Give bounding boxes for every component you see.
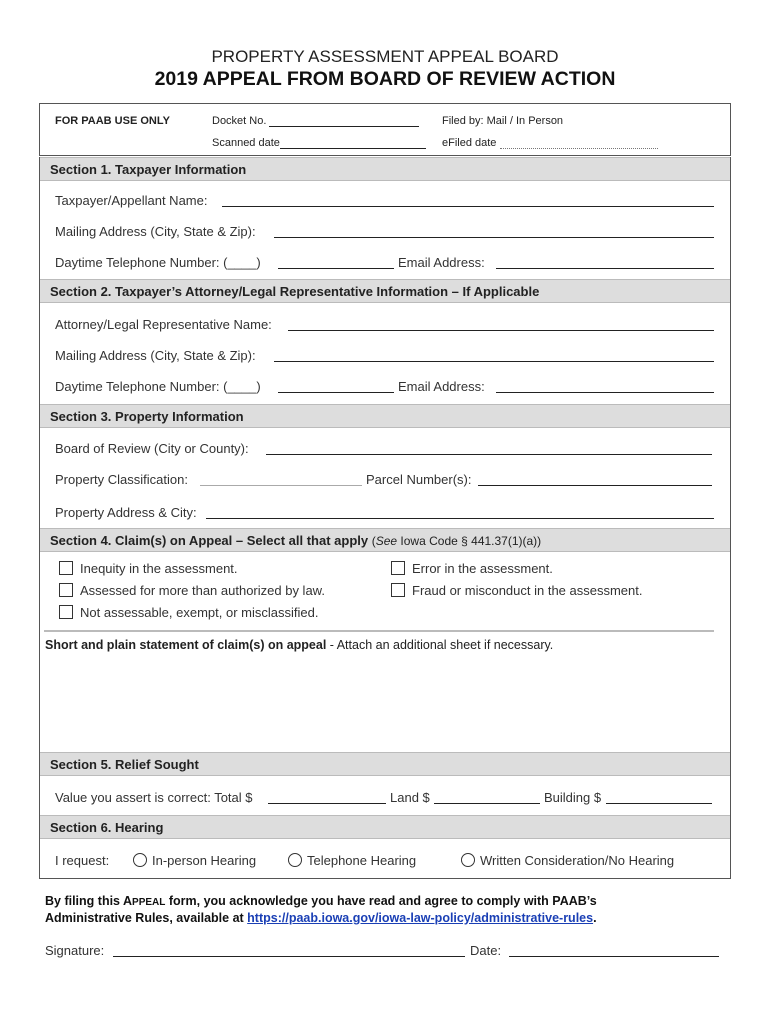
filed-by-label: Filed by: Mail / In Person	[442, 115, 564, 127]
radio-icon[interactable]	[288, 853, 302, 867]
checkbox-icon[interactable]	[59, 605, 73, 619]
statement-divider	[44, 630, 714, 632]
parcel-number-field[interactable]	[478, 485, 712, 486]
taxpayer-phone-field[interactable]	[278, 268, 394, 269]
attorney-name-label: Attorney/Legal Representative Name:	[55, 317, 272, 332]
attorney-address-field[interactable]	[274, 361, 714, 362]
property-address-label: Property Address & City:	[55, 505, 197, 520]
section4-code-ref: (See Iowa Code § 441.37(1)(a))	[371, 534, 542, 548]
attorney-address-label: Mailing Address (City, State & Zip):	[55, 348, 256, 363]
parcel-number-label: Parcel Number(s):	[366, 472, 472, 487]
land-value-field[interactable]	[434, 803, 540, 804]
building-value-field[interactable]	[606, 803, 712, 804]
claim-fraud[interactable]: Fraud or misconduct in the assessment.	[391, 583, 643, 598]
date-field[interactable]	[509, 956, 719, 957]
attorney-name-field[interactable]	[288, 330, 714, 331]
claim-inequity[interactable]: Inequity in the assessment.	[59, 561, 238, 576]
efiled-date-line	[500, 138, 658, 149]
board-of-review-field[interactable]	[266, 454, 712, 455]
property-address-field[interactable]	[206, 518, 714, 519]
checkbox-icon[interactable]	[59, 561, 73, 575]
taxpayer-address-label: Mailing Address (City, State & Zip):	[55, 224, 256, 239]
taxpayer-address-field[interactable]	[274, 237, 714, 238]
attorney-email-label: Email Address:	[398, 379, 485, 394]
taxpayer-email-field[interactable]	[496, 268, 714, 269]
claim-over-authorized[interactable]: Assessed for more than authorized by law.	[59, 583, 325, 598]
hearing-written-option[interactable]: Written Consideration/No Hearing	[461, 853, 674, 868]
radio-icon[interactable]	[461, 853, 475, 867]
office-use-label: FOR PAAB USE ONLY	[55, 115, 170, 127]
agency-title: PROPERTY ASSESSMENT APPEAL BOARD	[211, 47, 559, 66]
taxpayer-phone-label: Daytime Telephone Number: (____)	[55, 255, 261, 270]
signature-field[interactable]	[113, 956, 465, 957]
scanned-date-label: Scanned date	[212, 137, 426, 149]
attorney-email-field[interactable]	[496, 392, 714, 393]
statement-textarea[interactable]	[45, 660, 725, 748]
date-label: Date:	[470, 943, 502, 958]
checkbox-icon[interactable]	[59, 583, 73, 597]
section3-header: Section 3. Property Information	[40, 404, 730, 428]
rules-link[interactable]: https://paab.iowa.gov/iowa-law-policy/administrative-rules	[247, 911, 594, 925]
property-classification-field[interactable]	[200, 485, 362, 486]
statement-label: Short and plain statement of claim(s) on appeal - Attach an additional sheet if necessary.	[45, 638, 554, 652]
section1-header: Section 1. Taxpayer Information	[40, 157, 730, 181]
section2-header: Section 2. Taxpayer’s Attorney/Legal Representative Information – If Applicable	[40, 279, 730, 303]
land-value-label: Land $	[390, 790, 430, 805]
docket-label: Docket No.	[212, 115, 419, 127]
signature-label: Signature:	[45, 943, 105, 958]
section4-header	[40, 528, 730, 552]
building-value-label: Building $	[544, 790, 602, 805]
efiled-date-label: eFiled date	[442, 137, 658, 149]
radio-icon[interactable]	[133, 853, 147, 867]
request-label: I request:	[55, 853, 110, 868]
hearing-in-person-option[interactable]: In-person Hearing	[133, 853, 256, 868]
claim-error[interactable]: Error in the assessment.	[391, 561, 553, 576]
taxpayer-name-field[interactable]	[222, 206, 714, 207]
hearing-telephone-option[interactable]: Telephone Hearing	[288, 853, 416, 868]
section4-title: Section 4. Claim(s) on Appeal – Select all that apply	[50, 533, 369, 548]
section5-header: Section 5. Relief Sought	[40, 752, 730, 776]
acknowledgement-line2: Administrative Rules, available at https://paab.iowa.gov/iowa-law-policy/administrative-rules.	[45, 911, 597, 925]
total-value-label: Value you assert is correct: Total $	[55, 790, 253, 805]
taxpayer-name-label: Taxpayer/Appellant Name:	[55, 193, 208, 208]
scanned-date-line	[280, 138, 426, 149]
total-value-field[interactable]	[268, 803, 386, 804]
board-of-review-label: Board of Review (City or County):	[55, 441, 249, 456]
claim-not-assessable[interactable]: Not assessable, exempt, or misclassified.	[59, 605, 318, 620]
office-use-box	[39, 103, 731, 156]
attorney-phone-field[interactable]	[278, 392, 394, 393]
acknowledgement-line1: By filing this APPEAL form, you acknowledge you have read and agree to comply with PAAB’s	[45, 894, 597, 908]
property-classification-label: Property Classification:	[55, 472, 188, 487]
taxpayer-email-label: Email Address:	[398, 255, 485, 270]
checkbox-icon[interactable]	[391, 583, 405, 597]
attorney-phone-label: Daytime Telephone Number: (____)	[55, 379, 261, 394]
docket-line	[269, 116, 419, 127]
checkbox-icon[interactable]	[391, 561, 405, 575]
form-title: 2019 APPEAL FROM BOARD OF REVIEW ACTION	[154, 68, 616, 90]
section6-header: Section 6. Hearing	[40, 815, 730, 839]
